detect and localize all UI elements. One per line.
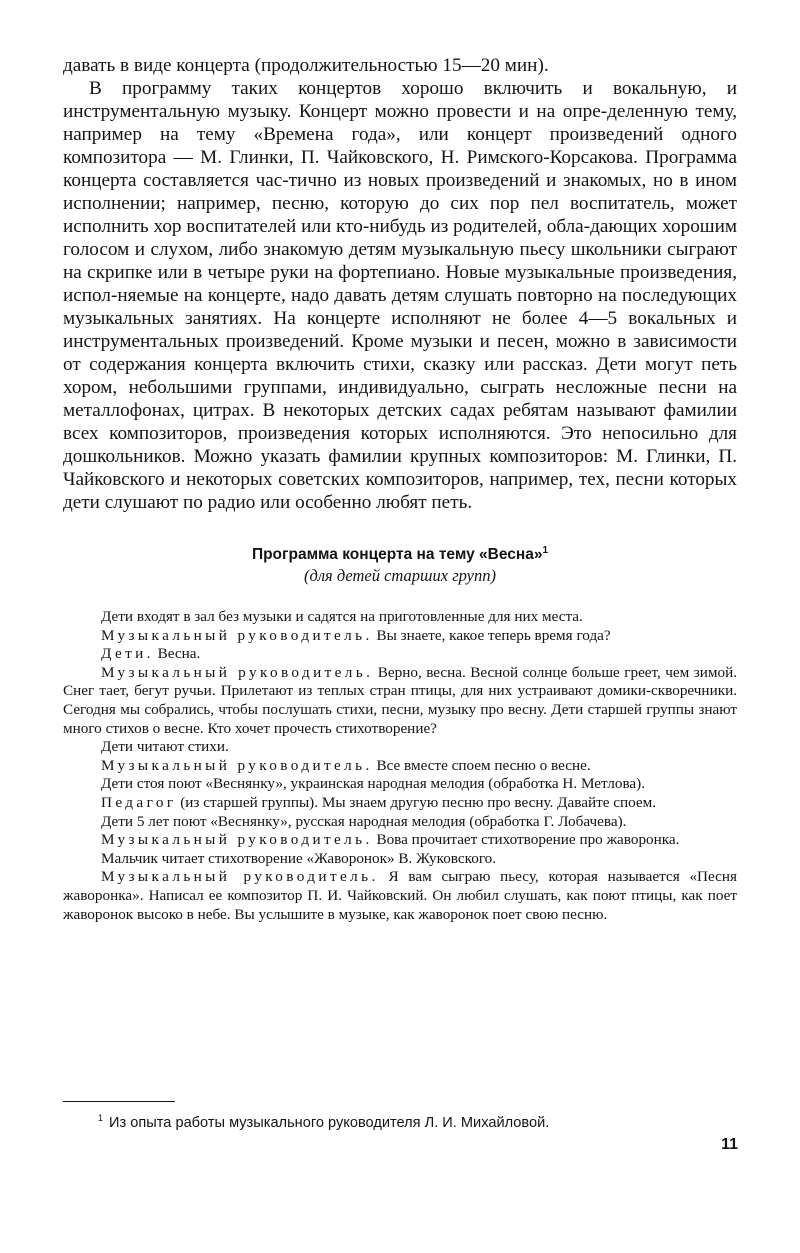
page-content — [63, 54, 737, 924]
concert-script — [63, 608, 737, 924]
speech-text: Верно, весна. Весной солнце больше греет, чем зимой. Снег тает, бегут ручьи. Прилетают из теплых стран птицы, для них устраивают домики-скворечники. Сегодня мы собрались, чтобы послушать стихи, песни, музыку про весну. Дети старшей группы знают много стихов о весне. Кто хочет прочесть стихотворение? — [63, 663, 737, 737]
stage-direction: Дети входят в зал без музыки и садятся на приготовленные для них места. — [101, 608, 583, 625]
footnote-divider — [63, 1101, 175, 1102]
speaker-name: Дети. — [101, 645, 154, 663]
speaker-name: Педагог — [101, 793, 177, 811]
footnote — [98, 1108, 549, 1133]
speech-text: Вова прочитает стихотворение про жаворонка. — [372, 831, 680, 849]
speech-text: (из старшей группы). Мы знаем другую песню про весну. Давайте споем. — [176, 793, 657, 811]
section-title-text: Программа концерта на тему «Весна» — [251, 546, 543, 563]
speech-text: Я вам сыграю пьесу, которая называется «Песня жаворонка». Написал ее композитор П. И. Чайковский. Он любил слушать, как поют птицы, как поет жаворонок высоко в небе. Вы услышите в музыке, как жаворонок поет свою песню. — [63, 868, 738, 923]
speaker-name: Музыкальный руководитель. — [101, 756, 373, 774]
stage-direction: Дети стоя поют «Веснянку», украинская народная мелодия (обработка Н. Метлова). — [101, 775, 646, 793]
dialogue-line — [63, 794, 737, 813]
section-heading — [63, 544, 737, 586]
footnote-marker: 1 — [98, 1113, 104, 1123]
speaker-name: Музыкальный руководитель. — [101, 831, 373, 849]
page-number: 11 — [721, 1136, 738, 1153]
dialogue-line — [63, 645, 737, 664]
section-title — [63, 544, 737, 565]
speech-text: Все вместе споем песню о весне. — [372, 756, 591, 774]
footnote-text: Из опыта работы музыкального руководителя Л. И. Михайловой. — [109, 1114, 550, 1131]
stage-direction: Мальчик читает стихотворение «Жаворонок» В. Жуковского. — [101, 849, 497, 867]
dialogue-line — [63, 868, 737, 924]
dialogue-line — [63, 757, 737, 776]
speaker-name: Музыкальный руководитель. — [101, 663, 374, 681]
speech-text: Вы знаете, какое теперь время года? — [372, 626, 611, 644]
stage-direction: Дети 5 лет поют «Веснянку», русская народная мелодия (обработка Г. Лобачева). — [101, 812, 627, 830]
speech-text: Весна. — [153, 645, 201, 663]
stage-direction: Дети читают стихи. — [101, 738, 229, 756]
speaker-name: Музыкальный руководитель. — [101, 626, 373, 644]
body-paragraph: В программу таких концертов хорошо включить и вокальную, и инструментальную музыку. Концерт можно провести и на опре-деленную тему, например на тему «Времена года», или концерт произведений одного композитора — М. Глинки, П. Чайковского, Н. Римского-Корсакова. Программа концерта составляется час-тично из новых произведений и знакомых, но в ином исполнении; например, песню, которую до сих пор пел воспитатель, может исполнить хор воспитателей или кто-нибудь из родителей, обла-дающих хорошим голосом и слухом, либо знакомую детям музыкальную пьесу школьники сыграют на скрипке или в четыре руки на фортепиано. Новые музыкальные произведения, испол-няемые на концерте, надо давать детям слушать повторно на последующих музыкальных занятиях. На концерте исполняют не более 4—5 вокальных и инструментальных произведений. Кроме музыки и песен, можно в зависимости от содержания концерта включить стихи, сказку или рассказ. Дети могут петь хором, небольшими группами, индивидуально, сыграть несложные песни на металлофонах, цитрах. В некоторых детских садах ребятам называют фамилии всех композиторов, произведения которых исполняются. Это непосильно для дошкольников. Можно указать фамилии крупных композиторов: М. Глинки, П. Чайковского и некоторых советских композиторов, например, тех, песни которых дети слушают по радио или особенно любят петь. — [63, 78, 737, 513]
body-text — [63, 54, 737, 514]
dialogue-line — [63, 831, 737, 850]
dialogue-line — [63, 664, 737, 738]
footnote-reference: 1 — [542, 544, 549, 556]
speaker-name: Музыкальный руководитель. — [101, 868, 379, 886]
section-subtitle: (для детей старших групп) — [304, 566, 496, 585]
body-paragraph-continued: давать в виде концерта (продолжительностью 15—20 мин). — [63, 55, 549, 76]
dialogue-line — [63, 627, 737, 646]
